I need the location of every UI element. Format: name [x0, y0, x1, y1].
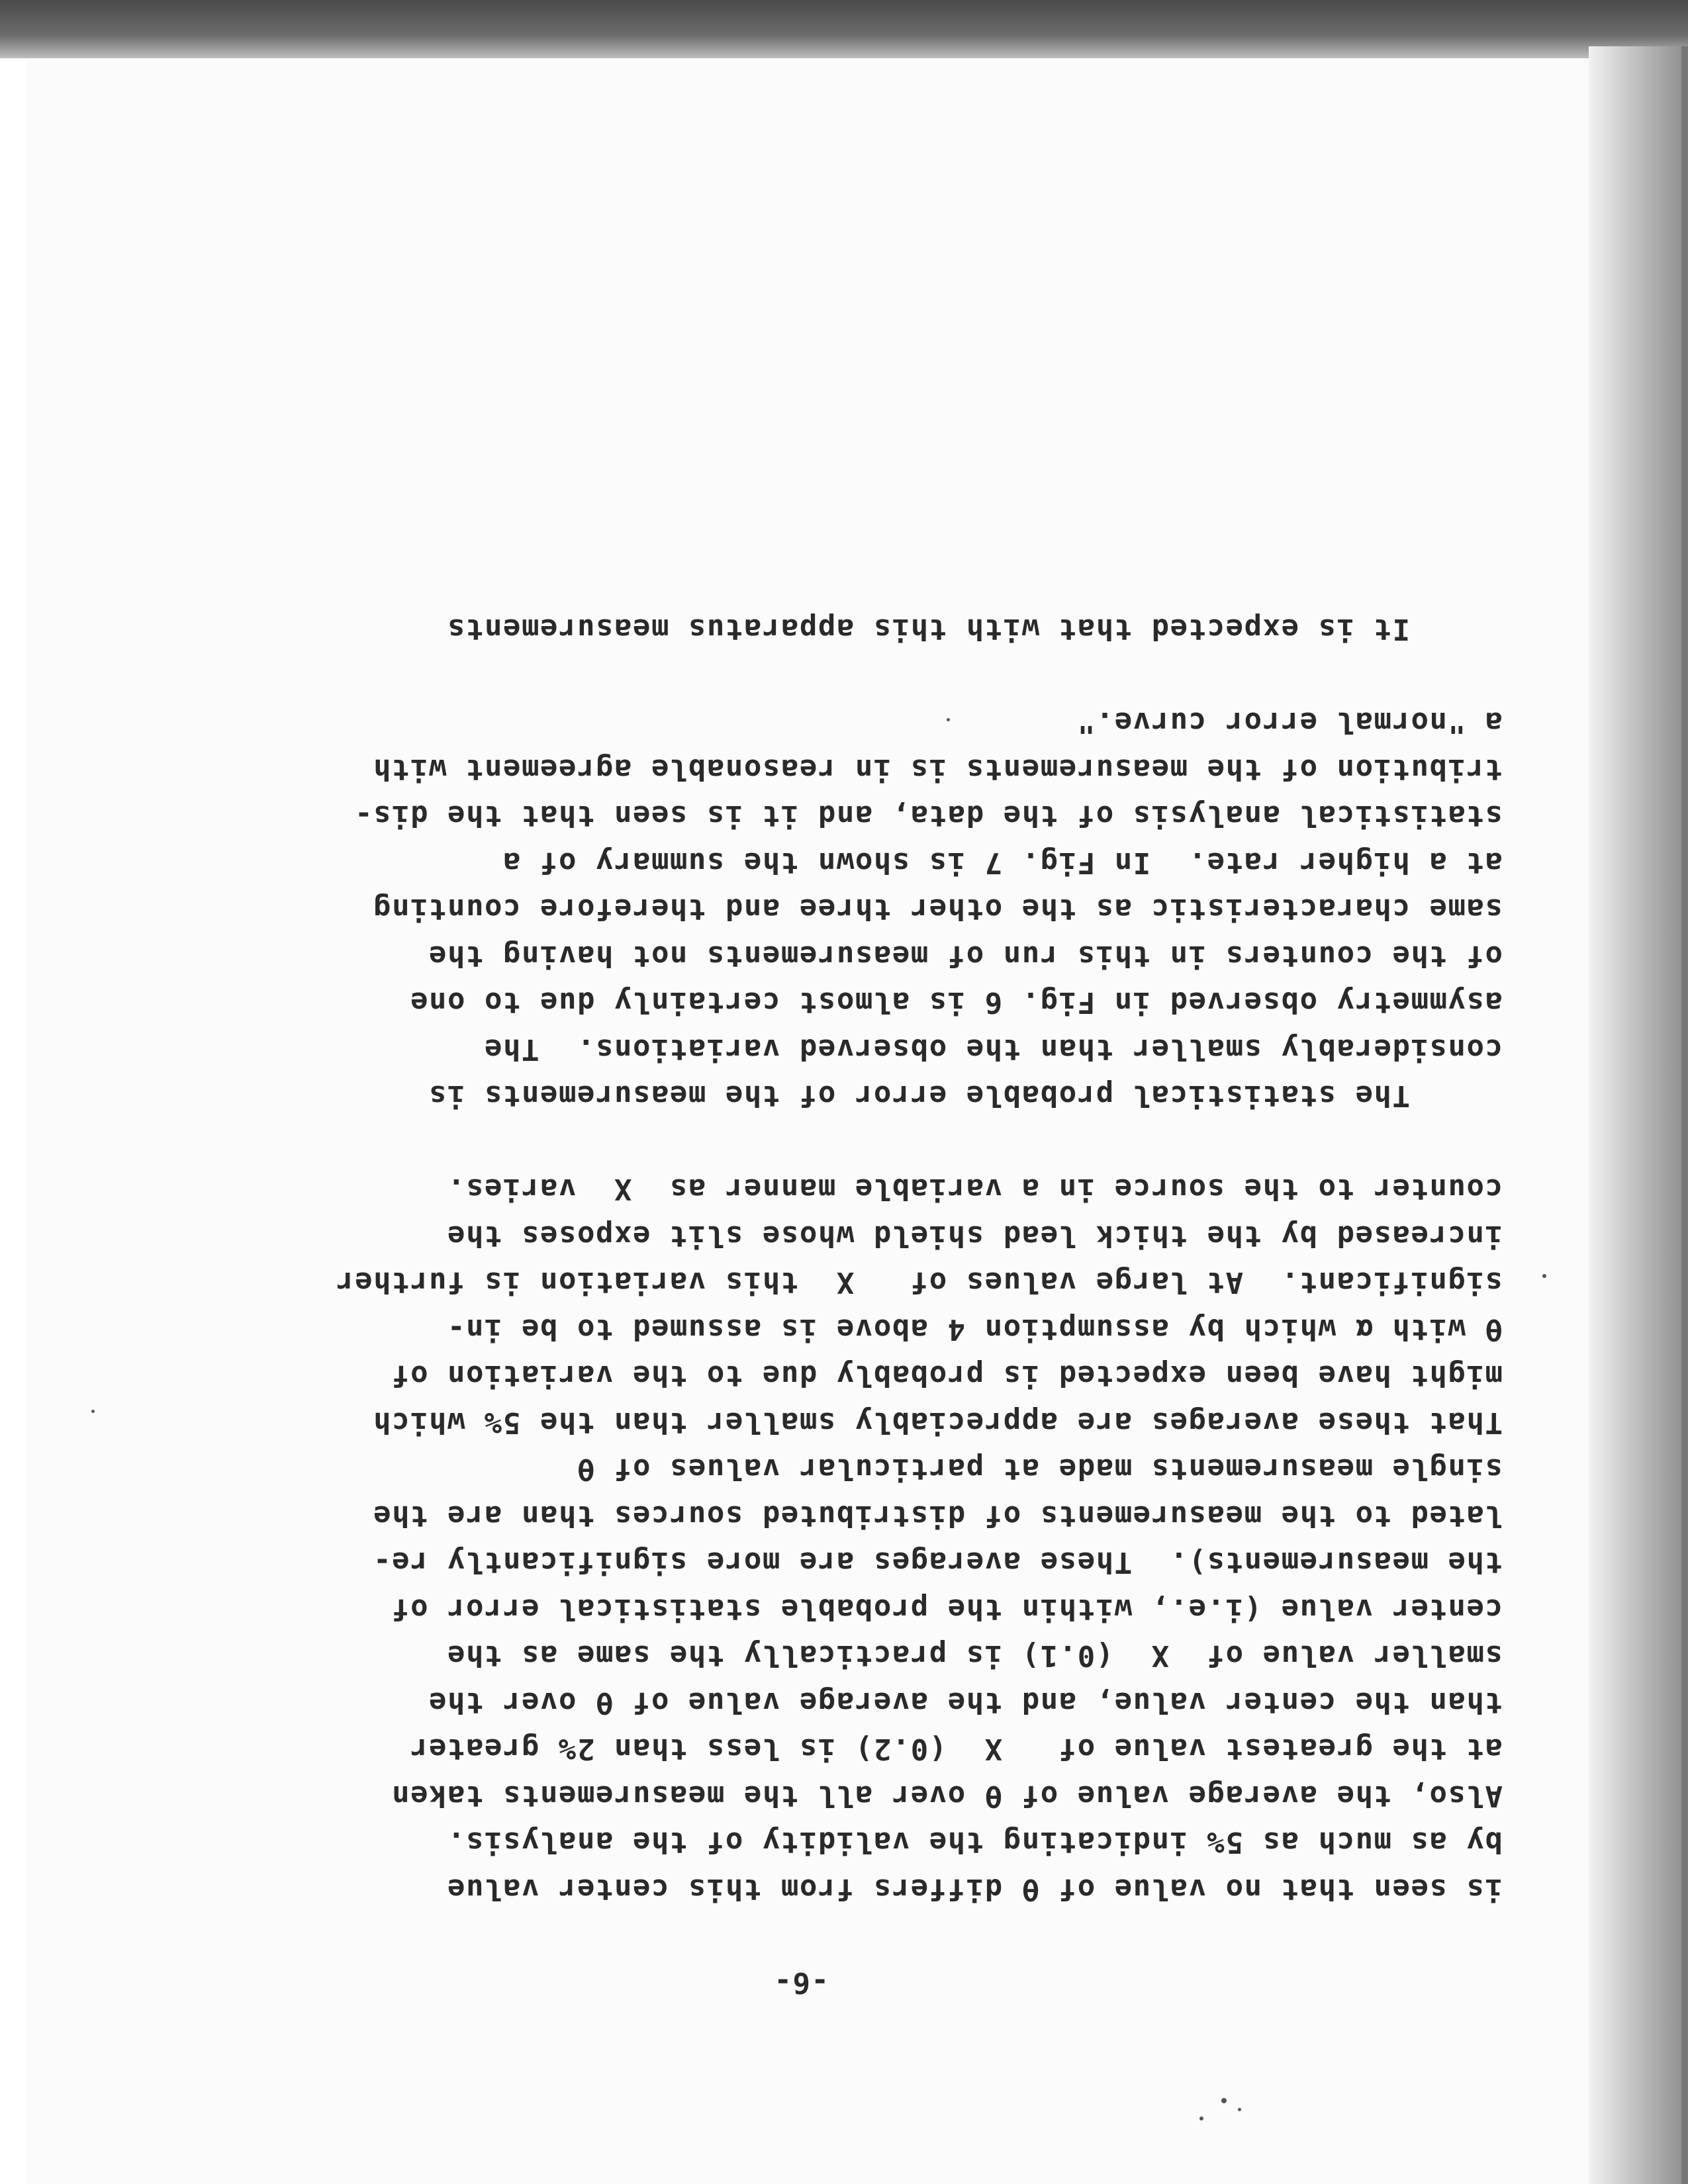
text-line: at a higher rate. In Fig. 7 is shown the summary of a: [502, 846, 1503, 880]
typewritten-text-upside-down: [99, 606, 1503, 2005]
text-line: same characteristic as the other three and therefore counting: [372, 892, 1503, 927]
text-line: is seen that no value of θ differs from this center value: [446, 1872, 1503, 1906]
text-line: single measurements made at particular values of θ: [576, 1452, 1503, 1486]
text-line: the measurements). These averages are more significantly re-: [372, 1545, 1503, 1580]
text-line: lated to the measurements of distributed sources than are the: [372, 1499, 1503, 1533]
text-line: counter to the source in a variable manner as X varies.: [446, 1172, 1503, 1206]
text-line: Also, the average value of θ over all the measurements taken: [391, 1779, 1503, 1813]
text-line: might have been expected is probably due to the variation of: [391, 1359, 1503, 1393]
text-line: at the greatest value of X (0.2) is less than 2% greater: [409, 1732, 1503, 1766]
text-line: statistical analysis of the data, and it is seen that the dis-: [353, 799, 1503, 833]
ink-speck: [91, 1410, 95, 1413]
paragraph-gap: [99, 1119, 1503, 1166]
ink-speck: [947, 718, 950, 721]
text-line: It is expected that with this apparatus measurements: [446, 612, 1503, 647]
text-line: significant. At large values of X this variation is further: [335, 1265, 1503, 1300]
text-line: than the center value, and the average value of θ over the: [428, 1686, 1503, 1719]
scan-right-edge: [1681, 46, 1688, 2184]
text-line: tribution of the measurements is in reasonable agreement with: [372, 752, 1503, 786]
ink-speck: [1542, 1274, 1546, 1278]
paragraph-gap: [99, 653, 1503, 700]
text-line: center value (i.e., within the probable statistical error of: [391, 1592, 1503, 1626]
text-line: That these averages are appreciably smaller than the 5% which: [372, 1406, 1503, 1439]
scan-top-edge: [0, 0, 1688, 58]
page-number: -6-: [773, 1966, 829, 1999]
ink-speck: [1199, 2116, 1203, 2120]
text-line: increased by the thick lead shield whose slit exposes the: [446, 1219, 1503, 1253]
paragraph-1: [99, 1165, 1503, 1912]
text-line: θ with α which by assumption 4 above is assumed to be in-: [446, 1312, 1503, 1346]
text-line: asymmetry observed in Fig. 6 is almost certainly due to one: [409, 985, 1503, 1020]
ink-speck: [1238, 2108, 1241, 2111]
text-line: smaller value of X (0.1) is practically the same as the: [446, 1639, 1503, 1673]
paragraph-3: [99, 606, 1503, 653]
scan-right-shadow: [1589, 46, 1688, 2184]
text-line: of the counters in this run of measurements not having the: [428, 939, 1503, 973]
text-line: The statistical probable error of the measurements is: [428, 1079, 1503, 1113]
ink-speck: [1221, 2098, 1227, 2103]
text-line: considerably smaller than the observed variations. The: [483, 1032, 1503, 1066]
text-line: by as much as 5% indicating the validity of the analysis.: [446, 1825, 1503, 1860]
paragraph-2: [99, 699, 1503, 1119]
text-line: a "normal error curve.": [1076, 705, 1503, 740]
